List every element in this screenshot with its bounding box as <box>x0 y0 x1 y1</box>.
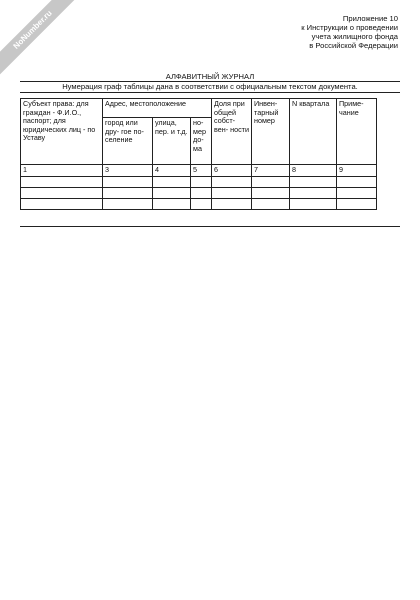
table-row <box>21 198 377 209</box>
header-subject: Субъект права: для граждан - Ф.И.О., паспорт; для юридических лиц - по Уставу <box>21 99 103 165</box>
table-row <box>21 187 377 198</box>
column-number: 5 <box>191 165 212 177</box>
journal-table <box>20 98 377 210</box>
header-address: Адрес, местоположение <box>103 99 212 118</box>
appendix-line: учета жилищного фонда <box>311 32 398 41</box>
column-number: 3 <box>103 165 153 177</box>
column-number: 1 <box>21 165 103 177</box>
header-street: улица, пер. и т.д. <box>153 118 191 165</box>
numbering-note: Нумерация граф таблицы дана в соответствии с официальным текстом документа. <box>62 82 358 91</box>
appendix-line: в Российской Федерации <box>309 41 398 50</box>
header-inventory-number: Инвен- тарный номер <box>252 99 290 165</box>
header-block-number: N квартала <box>290 99 337 165</box>
appendix-reference <box>248 14 398 50</box>
column-number: 4 <box>153 165 191 177</box>
column-number: 9 <box>337 165 377 177</box>
table-row <box>21 176 377 187</box>
header-share: Доля при общей собст- вен- ности <box>212 99 252 165</box>
divider <box>20 92 400 93</box>
column-number: 8 <box>290 165 337 177</box>
column-number: 7 <box>252 165 290 177</box>
appendix-line: к Инструкции о проведении <box>301 23 398 32</box>
header-note: Приме- чание <box>337 99 377 165</box>
document-title: АЛФАВИТНЫЙ ЖУРНАЛ <box>165 72 255 81</box>
appendix-line: Приложение 10 <box>342 14 398 23</box>
header-city: город или дру- гое по- селение <box>103 118 153 165</box>
watermark: NoNumber.ru <box>0 0 78 75</box>
header-house: но- мер до- ма <box>191 118 212 165</box>
column-number: 6 <box>212 165 252 177</box>
divider <box>20 226 400 227</box>
